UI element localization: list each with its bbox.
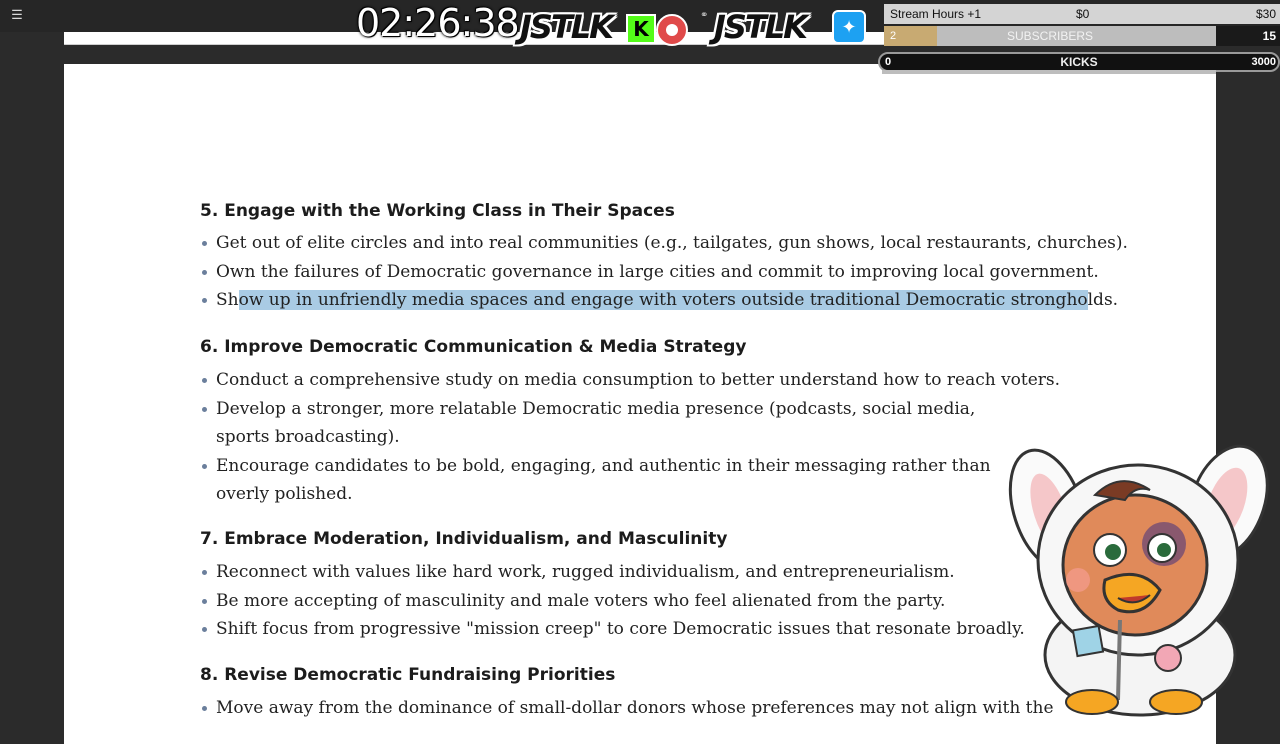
list-item: Conduct a comprehensive study on media consumption to better understand how to reach voters. bbox=[200, 366, 1100, 395]
patch-pink bbox=[1155, 645, 1181, 671]
right-foot bbox=[1150, 690, 1202, 714]
bullet-list bbox=[200, 366, 1100, 509]
list-item: Own the failures of Democratic governance in large cities and commit to improving local government. bbox=[200, 258, 1100, 287]
kicks-bar-shadow bbox=[882, 70, 1216, 74]
record-icon bbox=[656, 14, 688, 46]
goal-label: Stream Hours +1 bbox=[890, 7, 982, 21]
stream-hours-goal bbox=[884, 4, 1280, 24]
selected-text[interactable]: ow up in unfriendly media spaces and engage with voters outside traditional Democratic strongho bbox=[238, 290, 1088, 310]
subscribers-max: 15 bbox=[1216, 26, 1280, 46]
subscribers-label: SUBSCRIBERS bbox=[1006, 29, 1094, 43]
section-heading: 6. Improve Democratic Communication & Media Strategy bbox=[200, 337, 747, 357]
subscribers-goal-bar bbox=[884, 26, 1216, 46]
goal-current: $0 bbox=[1076, 7, 1090, 21]
bullet-list bbox=[200, 694, 1100, 723]
text-after-selection: lds. bbox=[1087, 290, 1119, 310]
section-heading: 8. Revise Democratic Fundraising Priorities bbox=[200, 665, 616, 685]
list-item: Encourage candidates to be bold, engaging, and authentic in their messaging rather than overly polished. bbox=[200, 452, 1016, 509]
list-item: Reconnect with values like hard work, rugged individualism, and entrepreneurialism. bbox=[200, 558, 1100, 587]
bullet-list bbox=[200, 558, 1100, 644]
cheek-blush bbox=[1066, 568, 1090, 592]
bullet-list bbox=[200, 229, 1128, 315]
kicks-label: KICKS bbox=[1060, 55, 1098, 69]
list-item: Be more accepting of masculinity and male voters who feel alienated from the party. bbox=[200, 587, 1100, 616]
text-before-selection: Sh bbox=[216, 290, 239, 310]
face bbox=[1063, 495, 1207, 635]
channel-logo-secondary: JSTLK bbox=[714, 8, 806, 46]
hamburger-menu-icon[interactable]: ☰ bbox=[11, 7, 23, 22]
list-item: Shift focus from progressive "mission creep" to core Democratic issues that resonate broadly. bbox=[200, 615, 1100, 644]
left-foot bbox=[1066, 690, 1118, 714]
kicks-goal-bar bbox=[878, 52, 1280, 72]
subscribers-min: 2 bbox=[890, 30, 897, 42]
list-item: Get out of elite circles and into real communities (e.g., tailgates, gun shows, local restaurants, churches). bbox=[200, 229, 1100, 258]
patch-blue bbox=[1073, 626, 1103, 656]
section-heading: 5. Engage with the Working Class in Their Spaces bbox=[200, 201, 675, 221]
kicks-max: 3000 bbox=[1251, 56, 1276, 68]
channel-logo: JSTLK bbox=[520, 8, 612, 46]
kicks-min: 0 bbox=[885, 56, 892, 68]
zipper bbox=[1118, 620, 1120, 700]
list-item: Develop a stronger, more relatable Democratic media presence (podcasts, social media, sports broadcasting). bbox=[200, 395, 1016, 452]
kick-logo-icon: K bbox=[626, 14, 656, 44]
list-item: Move away from the dominance of small-dollar donors whose preferences may not align with the bbox=[200, 694, 1100, 723]
section-heading: 7. Embrace Moderation, Individualism, and Masculinity bbox=[200, 529, 728, 549]
link-icon: ⚭ bbox=[700, 10, 709, 21]
mascot-character bbox=[1000, 440, 1280, 720]
goal-target: $30 bbox=[1255, 7, 1276, 21]
stream-timer: 02:26:38 bbox=[356, 1, 519, 45]
twitter-bird-icon: ✦ bbox=[832, 10, 866, 44]
list-item-highlighted bbox=[200, 286, 1119, 315]
